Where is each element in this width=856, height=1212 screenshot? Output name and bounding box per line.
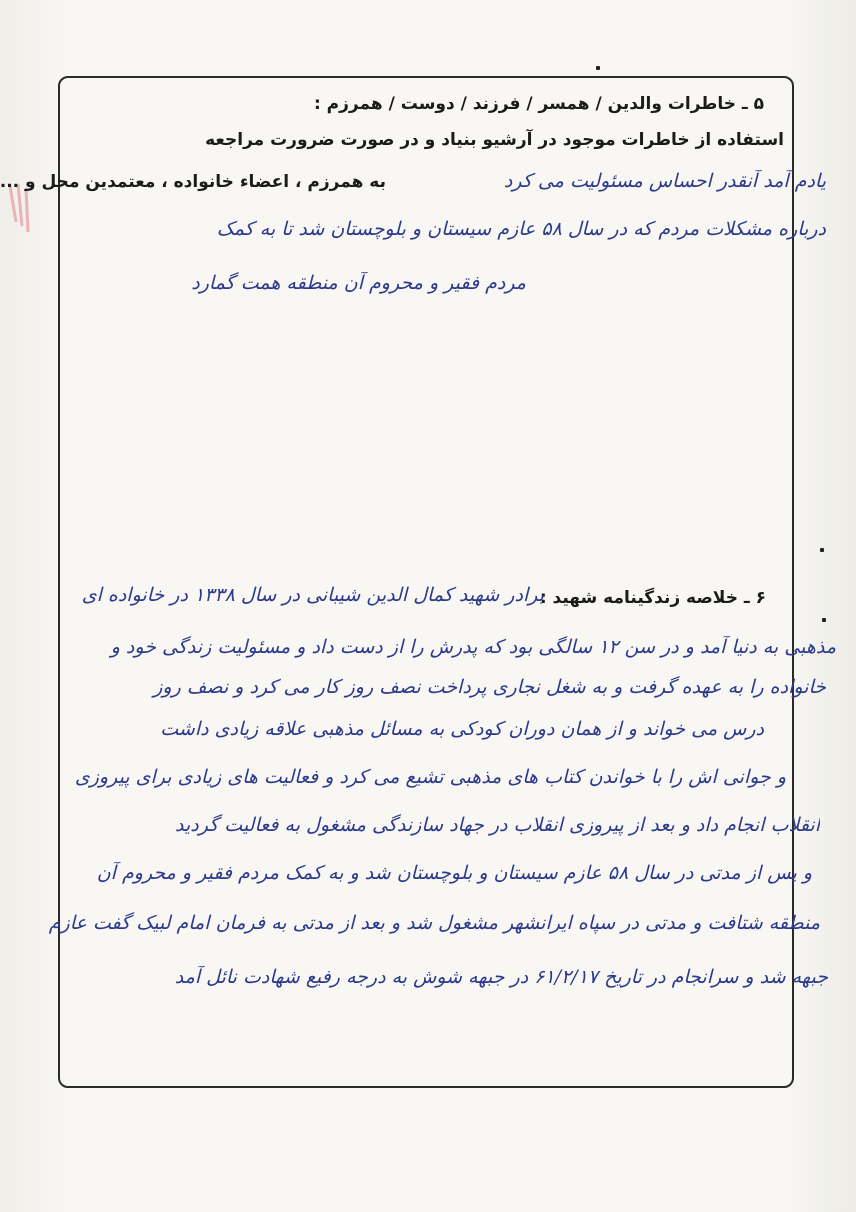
top-dot (596, 66, 600, 70)
margin-dot (822, 618, 826, 622)
section6-handwriting-line3: خانواده را به عهده گرفت و به شغل نجاری پرداخت نصف روز کار می کرد و نصف روز (153, 676, 826, 698)
section6-handwriting-line4: درس می خواند و از همان دوران کودکی به مسائل مذهبی علاقه زیادی داشت (160, 718, 764, 740)
section5-handwriting-line3: مردم فقیر و محروم آن منطقه همت گمارد (191, 272, 526, 294)
section6-handwriting-line5: و جوانی اش را با خواندن کتاب های مذهبی تشیع می کرد و فعالیت های زیادی برای پیروزی (74, 766, 786, 788)
section5-handwriting-line2: درباره مشکلات مردم که در سال ۵۸ عازم سیستان و بلوچستان شد تا به کمک (216, 218, 826, 240)
section5-instruction-line1: استفاده از خاطرات موجود در آرشیو بنیاد و در صورت ضرورت مراجعه (205, 130, 784, 150)
section6-handwriting-line8: منطقه شتافت و مدتی در سپاه ایرانشهر مشغول شد و بعد از مدتی به فرمان امام لبیک گفت عازم (48, 912, 820, 934)
section6-handwriting-line9: جبهه شد و سرانجام در تاریخ ۶۱/۲/۱۷ در جبهه شوش به درجه رفیع شهادت نائل آمد (174, 966, 828, 988)
section5-handwriting-line1: یادم آمد آنقدر احساس مسئولیت می کرد (503, 170, 826, 192)
section6-handwriting-line6: انقلاب انجام داد و بعد از پیروزی انقلاب در جهاد سازندگی مشغول به فعالیت گردید (175, 814, 820, 836)
margin-dot (820, 548, 824, 552)
section6-handwriting-line1: برادر شهید کمال الدین شیبانی در سال ۱۳۳۸ در خانواده ای (81, 584, 544, 606)
section5-instruction-line2: به همرزم ، اعضاء خانواده ، معتمدین محل و ... (0, 172, 386, 192)
section5-heading: ۵ ـ خاطرات والدین / همسر / فرزند / دوست / همرزم : (313, 94, 764, 114)
section6-heading: ۶ ـ خلاصه زندگینامه شهید : (539, 588, 766, 608)
section6-handwriting-line2: مذهبی به دنیا آمد و در سن ۱۲ سالگی بود که پدرش را از دست داد و مسئولیت زندگی خود و (110, 636, 836, 658)
section6-handwriting-line7: و پس از مدتی در سال ۵۸ عازم سیستان و بلوچستان شد و به کمک مردم فقیر و محروم آن (96, 862, 812, 884)
